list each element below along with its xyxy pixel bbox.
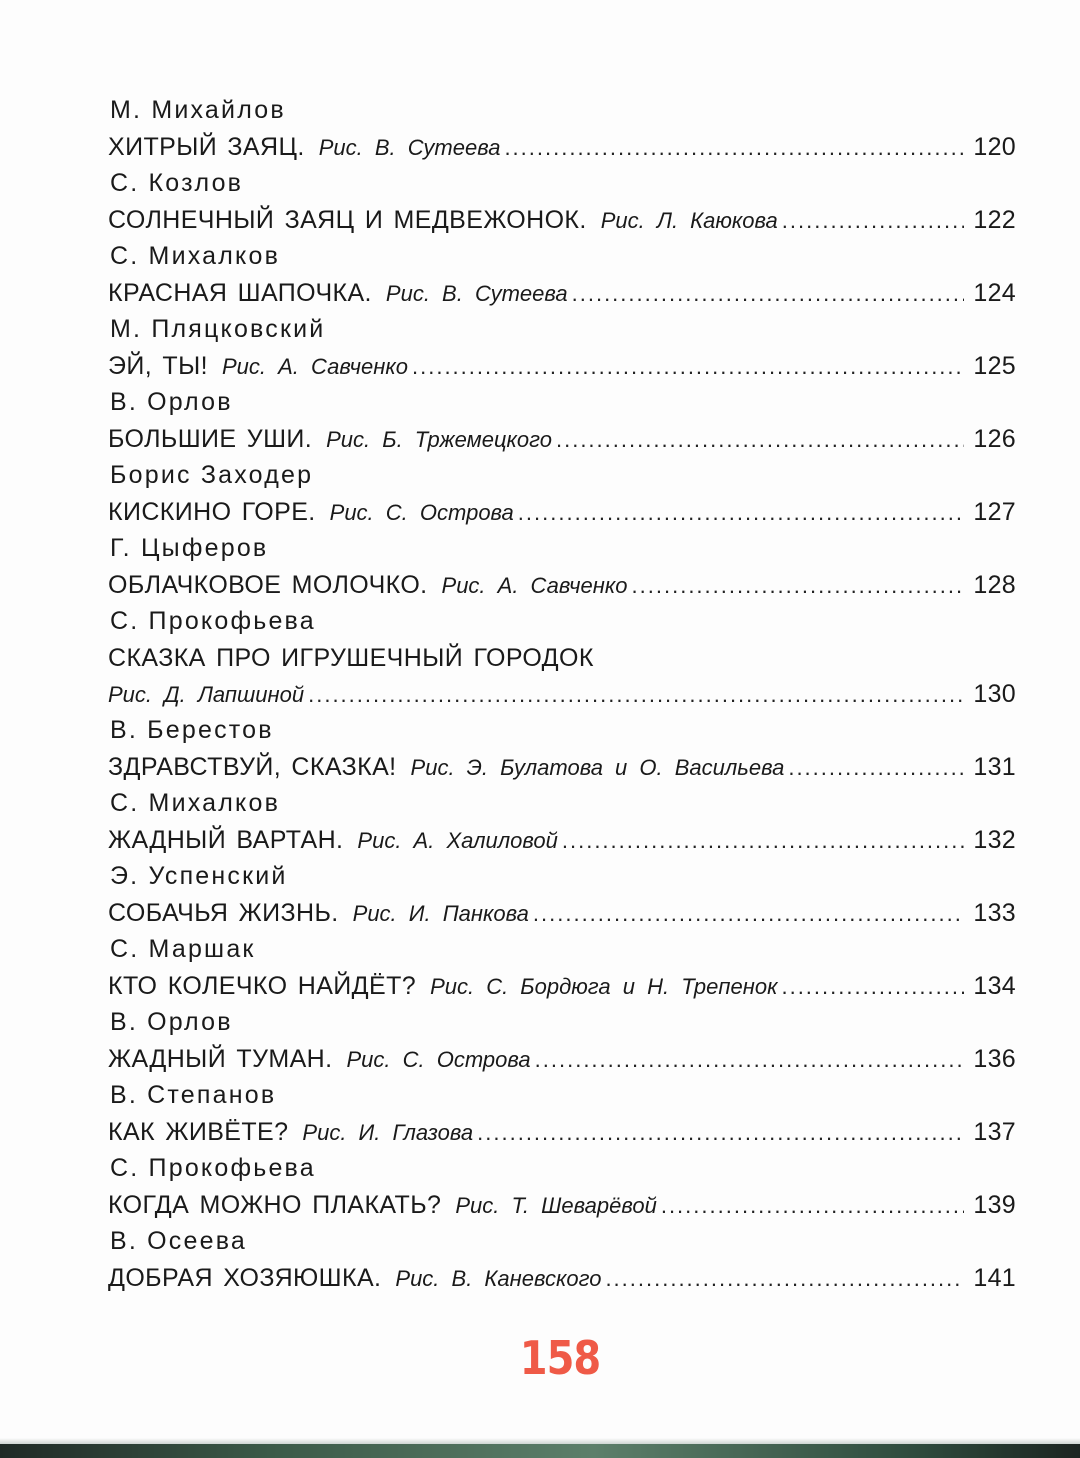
entry-title: КОГДА МОЖНО ПЛАКАТЬ? bbox=[108, 1191, 442, 1219]
entry-title: ЗДРАВСТВУЙ, СКАЗКА! bbox=[108, 753, 397, 781]
entry-line bbox=[108, 822, 1016, 858]
entry-illustrator: Рис. А. Халиловой bbox=[357, 828, 558, 853]
entry-title: ХИТРЫЙ ЗАЯЦ. bbox=[108, 133, 305, 161]
entry-page-number: 139 bbox=[973, 1191, 1016, 1219]
page-bottom-band bbox=[0, 1444, 1080, 1458]
entry-line bbox=[108, 895, 1016, 931]
entry-title: КТО КОЛЕЧКО НАЙДЁТ? bbox=[108, 972, 417, 1000]
entry-title: БОЛЬШИЕ УШИ. bbox=[108, 425, 313, 453]
toc-entry bbox=[108, 165, 1016, 238]
dot-leader bbox=[661, 1188, 964, 1224]
entry-line bbox=[108, 1041, 1016, 1077]
entry-author: С. Прокофьева bbox=[110, 607, 316, 635]
entry-page-number: 122 bbox=[973, 206, 1016, 234]
entry-title: СКАЗКА ПРО ИГРУШЕЧНЫЙ ГОРОДОК bbox=[108, 644, 594, 672]
entry-page-number: 136 bbox=[973, 1045, 1016, 1073]
entry-author: В. Орлов bbox=[110, 1008, 233, 1036]
entry-illustrator: Рис. С. Острова bbox=[346, 1047, 531, 1072]
dot-leader bbox=[788, 750, 964, 786]
dot-leader bbox=[605, 1261, 964, 1297]
entry-illustrator: Рис. В. Сутеева bbox=[318, 135, 501, 160]
entry-line bbox=[108, 348, 1016, 384]
entry-illustrator: Рис. Э. Булатова и О. Васильева bbox=[410, 755, 785, 780]
toc-entry bbox=[108, 238, 1016, 311]
table-of-contents bbox=[108, 92, 1016, 1296]
entry-illustrator: Рис. В. Сутеева bbox=[385, 281, 568, 306]
entry-illustrator: Рис. Л. Каюкова bbox=[600, 208, 778, 233]
entry-line bbox=[108, 1260, 1016, 1296]
dot-leader bbox=[632, 568, 964, 604]
entry-title: КРАСНАЯ ШАПОЧКА. bbox=[108, 279, 372, 307]
entry-page-number: 127 bbox=[973, 498, 1016, 526]
entry-page-number: 133 bbox=[973, 899, 1016, 927]
entry-author: М. Пляцковский bbox=[110, 315, 326, 343]
entry-illustrator: Рис. Т. Шеварёвой bbox=[455, 1193, 657, 1218]
entry-page-number: 126 bbox=[973, 425, 1016, 453]
toc-entry bbox=[108, 92, 1016, 165]
entry-page-number: 134 bbox=[973, 972, 1016, 1000]
entry-author: М. Михайлов bbox=[110, 96, 286, 124]
toc-entry bbox=[108, 603, 1016, 712]
entry-title: КАК ЖИВЁТЕ? bbox=[108, 1118, 289, 1146]
dot-leader bbox=[572, 276, 964, 312]
entry-page-number: 120 bbox=[973, 133, 1016, 161]
toc-entry bbox=[108, 384, 1016, 457]
toc-entry bbox=[108, 785, 1016, 858]
toc-entry bbox=[108, 1223, 1016, 1296]
entry-line bbox=[108, 1114, 1016, 1150]
entry-page-number: 124 bbox=[973, 279, 1016, 307]
entry-title: СОЛНЕЧНЫЙ ЗАЯЦ И МЕДВЕЖОНОК. bbox=[108, 206, 587, 234]
toc-entry bbox=[108, 530, 1016, 603]
entry-page-number: 132 bbox=[973, 826, 1016, 854]
entry-author: В. Степанов bbox=[110, 1081, 277, 1109]
entry-title: КИСКИНО ГОРЕ. bbox=[108, 498, 316, 526]
entry-line bbox=[108, 494, 1016, 530]
dot-leader bbox=[518, 495, 964, 531]
entry-author: Борис Заходер bbox=[110, 461, 314, 489]
entry-page-number: 137 bbox=[973, 1118, 1016, 1146]
entry-illustrator: Рис. В. Каневского bbox=[395, 1266, 602, 1291]
dot-leader bbox=[556, 422, 964, 458]
dot-leader bbox=[412, 349, 964, 385]
entry-illustrator: Рис. А. Савченко bbox=[441, 573, 628, 598]
entry-page-number: 125 bbox=[973, 352, 1016, 380]
dot-leader bbox=[535, 1042, 964, 1078]
entry-title: ДОБРАЯ ХОЗЯЮШКА. bbox=[108, 1264, 382, 1292]
entry-line bbox=[108, 676, 1016, 712]
entry-author: С. Михалков bbox=[110, 242, 281, 270]
entry-illustrator: Рис. И. Панкова bbox=[352, 901, 529, 926]
entry-illustrator: Рис. А. Савченко bbox=[221, 354, 408, 379]
entry-line bbox=[108, 421, 1016, 457]
toc-entry bbox=[108, 858, 1016, 931]
toc-entry bbox=[108, 1004, 1016, 1077]
entry-author: С. Маршак bbox=[110, 935, 256, 963]
entry-title: ЖАДНЫЙ ВАРТАН. bbox=[108, 826, 344, 854]
entry-title: ЭЙ, ТЫ! bbox=[108, 352, 208, 380]
dot-leader bbox=[477, 1115, 964, 1151]
toc-entry bbox=[108, 931, 1016, 1004]
entry-illustrator: Рис. И. Глазова bbox=[302, 1120, 474, 1145]
entry-line bbox=[108, 567, 1016, 603]
entry-line bbox=[108, 275, 1016, 311]
toc-entry bbox=[108, 1077, 1016, 1150]
toc-entry bbox=[108, 1150, 1016, 1223]
entry-page-number: 141 bbox=[973, 1264, 1016, 1292]
toc-entry bbox=[108, 457, 1016, 530]
entry-line bbox=[108, 749, 1016, 785]
dot-leader bbox=[308, 677, 964, 713]
entry-page-number: 128 bbox=[973, 571, 1016, 599]
dot-leader bbox=[504, 130, 964, 166]
toc-entry bbox=[108, 712, 1016, 785]
entry-illustrator: Рис. Б. Тржемецкого bbox=[326, 427, 552, 452]
page-number: 158 bbox=[519, 1332, 601, 1386]
dot-leader bbox=[782, 203, 964, 239]
entry-illustrator: Рис. С. Бордюга и Н. Трепенок bbox=[430, 974, 778, 999]
entry-author: С. Прокофьева bbox=[110, 1154, 316, 1182]
entry-title: ОБЛАЧКОВОЕ МОЛОЧКО. bbox=[108, 571, 428, 599]
entry-page-number: 130 bbox=[973, 680, 1016, 708]
entry-illustrator: Рис. С. Острова bbox=[329, 500, 514, 525]
entry-line bbox=[108, 1187, 1016, 1223]
entry-author: В. Осеева bbox=[110, 1227, 248, 1255]
entry-title: СОБАЧЬЯ ЖИЗНЬ. bbox=[108, 899, 339, 927]
dot-leader bbox=[562, 823, 964, 859]
entry-author: В. Орлов bbox=[110, 388, 233, 416]
entry-title: ЖАДНЫЙ ТУМАН. bbox=[108, 1045, 333, 1073]
entry-author: Э. Успенский bbox=[110, 862, 288, 890]
entry-illustrator: Рис. Д. Лапшиной bbox=[108, 682, 305, 707]
entry-author: С. Михалков bbox=[110, 789, 281, 817]
toc-entry bbox=[108, 311, 1016, 384]
entry-line bbox=[108, 202, 1016, 238]
entry-author: В. Берестов bbox=[110, 716, 274, 744]
dot-leader bbox=[533, 896, 964, 932]
entry-author: С. Козлов bbox=[110, 169, 244, 197]
dot-leader bbox=[781, 969, 964, 1005]
entry-author: Г. Цыферов bbox=[110, 534, 269, 562]
entry-page-number: 131 bbox=[973, 753, 1016, 781]
entry-line bbox=[108, 968, 1016, 1004]
entry-line bbox=[108, 129, 1016, 165]
